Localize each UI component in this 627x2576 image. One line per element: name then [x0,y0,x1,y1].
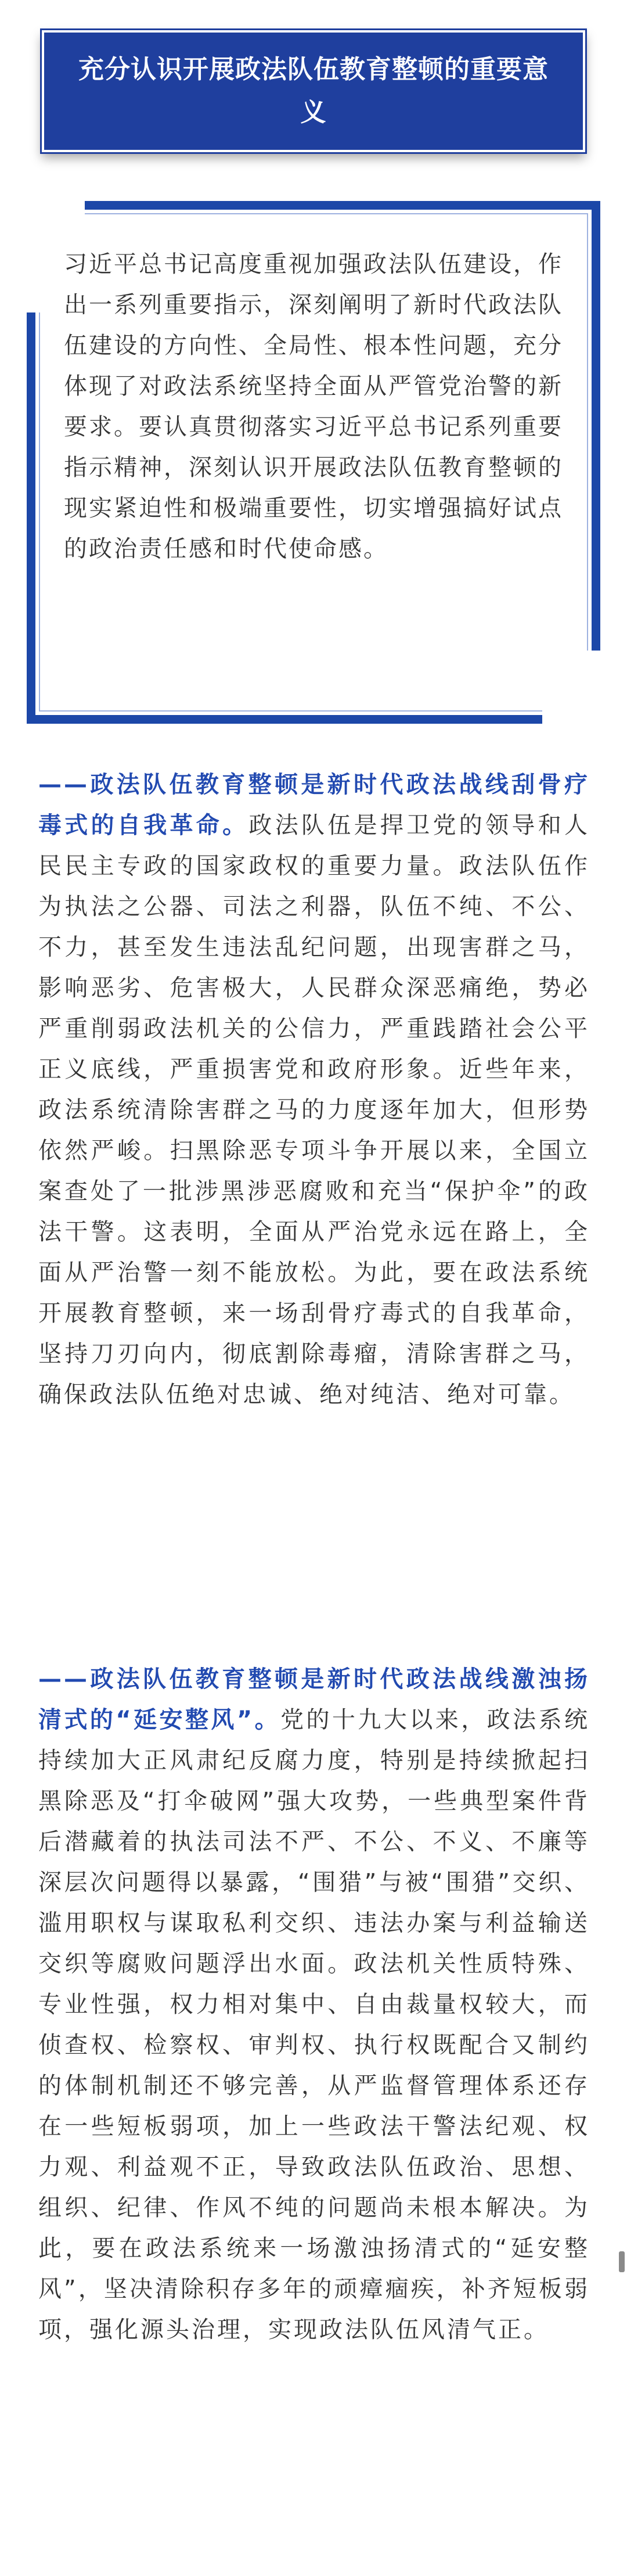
section-body-2: 党的十九大以来，政法系统持续加大正风肃纪反腐力度，特别是持续掀起扫黑除恶及“打伞破网”强大攻势，一些典型案件背后潜藏着的执法司法不严、不公、不义、不廉等深层次问题得以暴露，“围猎”与被“围猎”交织、滥用职权与谋取私利交织、违法办案与利益输送交织等腐败问题浮出水面。政法机关性质特殊、专业性强，权力相对集中、自由裁量权较大，而侦查权、检察权、审判权、执行权既配合又制约的体制机制还不够完善，从严监督管理体系还存在一些短板弱项，加上一些政法干警法纪观、权力观、利益观不正，导致政法队伍政治、思想、组织、纪律、作风不纯的问题尚未根本解决。为此，要在政法系统来一场激浊扬清式的“延安整风”，坚决清除积存多年的顽瘴痼疾，补齐短板弱项，强化源头治理，实现政法队伍风清气正。 [38,1706,590,2343]
scrollbar-thumb[interactable] [619,2251,625,2272]
intro-paragraph: 习近平总书记高度重视加强政法队伍建设，作出一系列重要指示，深刻阐明了新时代政法队伍建设的方向性、全局性、根本性问题，充分体现了对政法系统坚持全面从严管党治警的新要求。要认真贯彻落实习近平总书记系列重要指示精神，深刻认识开展政法队伍教育整顿的现实紧迫性和极端重要性，切实增强搞好试点的政治责任感和时代使命感。 [64,251,563,562]
section-lead-2: ——政法队伍教育整顿是新时代政法战线激浊扬清式的“延安整风”。 [38,1666,590,1733]
frame-gap-bottom-right [542,651,600,726]
page-title: 充分认识开展政法队伍教育整顿的重要意义 [78,55,549,127]
section-paragraph-2 [38,1659,590,2350]
section-lead-1: ——政法队伍教育整顿是新时代政法战线刮骨疗毒式的自我革命。 [38,771,590,839]
section-body-1: 政法队伍是捍卫党的领导和人民民主专政的国家政权的重要力量。政法队伍作为执法之公器、司法之利器，队伍不纯、不公、不力，甚至发生违法乱纪问题，出现害群之马，影响恶劣、危害极大，人民群众深恶痛绝，势必严重削弱政法机关的公信力，严重践踏社会公平正义底线，严重损害党和政府形象。近些年来，政法系统清除害群之马的力度逐年加大，但形势依然严峻。扫黑除恶专项斗争开展以来，全国立案查处了一批涉黑涉恶腐败和充当“保护伞”的政法干警。这表明，全面从严治党永远在路上，全面从严治警一刻不能放松。为此，要在政法系统开展教育整顿，来一场刮骨疗毒式的自我革命，坚持刀刃向内，彻底割除毒瘤，清除害群之马，确保政法队伍绝对忠诚、绝对纯洁、绝对可靠。 [38,812,590,1408]
section-paragraph-1 [38,764,590,1415]
title-banner [42,30,585,152]
